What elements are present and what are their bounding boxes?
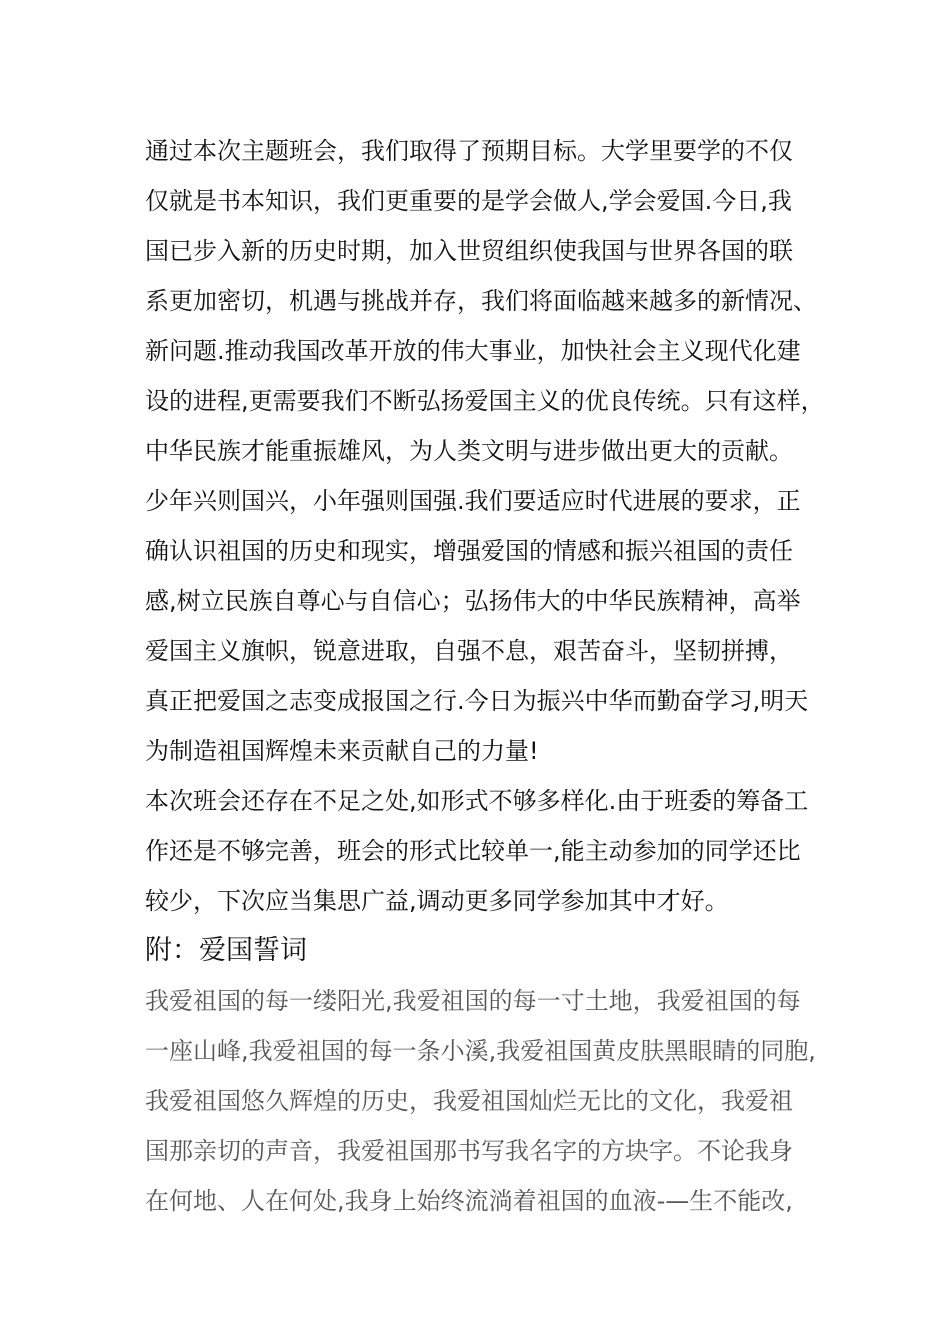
oath-line: 国那亲切的声音，我爱祖国那书写我名字的方块字。不论我身 <box>145 1137 793 1165</box>
text-line: 较少，下次应当集思广益,调动更多同学参加其中才好。 <box>145 887 729 915</box>
oath-line: 我爱祖国的每一缕阳光,我爱祖国的每一寸土地，我爱祖国的每 <box>145 987 801 1015</box>
text-line: 感,树立民族自尊心与自信心；弘扬伟大的中华民族精神，高举 <box>145 587 801 615</box>
oath-paragraph <box>145 976 825 1226</box>
document-body <box>145 126 825 1226</box>
oath-line: 一座山峰,我爱祖国的每一条小溪,我爱祖国黄皮肤黑眼睛的同胞, <box>145 1037 816 1065</box>
text-line: 国已步入新的历史时期，加入世贸组织使我国与世界各国的联 <box>145 237 793 265</box>
summary-paragraphs <box>145 126 825 926</box>
text-line: 爱国主义旗帜，锐意进取，自强不息，艰苦奋斗，坚韧拼搏， <box>145 637 793 665</box>
appendix-title: 附：爱国誓词 <box>145 935 307 966</box>
text-line: 为制造祖国辉煌未来贡献自己的力量! <box>145 737 539 765</box>
text-line: 中华民族才能重振雄风，为人类文明与进步做出更大的贡献。 <box>145 437 793 465</box>
text-line: 系更加密切，机遇与挑战并存，我们将面临越来越多的新情况、 <box>145 287 817 315</box>
text-line: 确认识祖国的历史和现实，增强爱国的情感和振兴祖国的责任 <box>145 537 793 565</box>
text-line: 本次班会还存在不足之处,如形式不够多样化.由于班委的筹备工 <box>145 787 809 815</box>
text-line: 作还是不够完善，班会的形式比较单一,能主动参加的同学还比 <box>145 837 801 865</box>
oath-line: 我爱祖国悠久辉煌的历史，我爱祖国灿烂无比的文化，我爱祖 <box>145 1087 793 1115</box>
text-line: 新问题.推动我国改革开放的伟大事业，加快社会主义现代化建 <box>145 337 801 365</box>
text-line: 仅就是书本知识，我们更重要的是学会做人,学会爱国.今日,我 <box>145 187 792 215</box>
text-line: 真正把爱国之志变成报国之行.今日为振兴中华而勤奋学习,明天 <box>145 687 809 715</box>
text-line: 通过本次主题班会，我们取得了预期目标。大学里要学的不仅 <box>145 137 793 165</box>
text-line: 设的进程,更需要我们不断弘扬爱国主义的优良传统。只有这样， <box>145 387 825 415</box>
text-line: 少年兴则国兴，小年强则国强.我们要适应时代进展的要求，正 <box>145 487 801 515</box>
oath-line: 在何地、人在何处,我身上始终流淌着祖国的血液-—生不能改, <box>145 1187 793 1215</box>
